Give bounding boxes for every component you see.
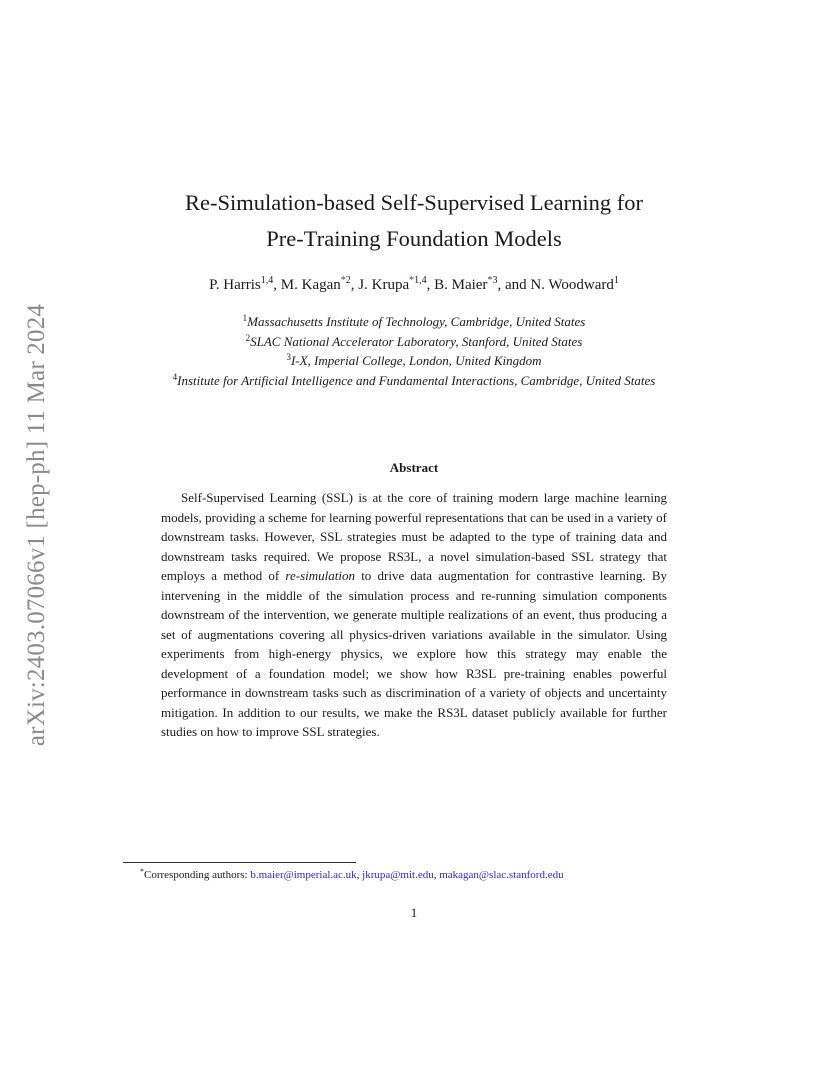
abstract-text-part-1: Self-Supervised Learning (SSL) is at the core of training modern large machine learning models, providing a scheme for learning powerful representations that can be used in a variety of downstream tasks. However, SSL strategies must be adapted to the type of training data and downstream tasks required. We propose RS3L, a novel simulation-based SSL strategy that employs a method of	[161, 490, 667, 583]
email-link[interactable]: makagan@slac.stanford.edu	[439, 869, 564, 881]
corresponding-star[interactable]: *	[340, 275, 346, 286]
author-affil-sup: 1	[613, 275, 619, 286]
abstract-body	[161, 488, 667, 742]
affiliation-text: Institute for Artificial Intelligence and Fundamental Interactions, Cambridge, United States	[177, 372, 656, 388]
author-name: B. Maier	[434, 277, 488, 293]
author-list	[0, 275, 828, 295]
corresponding-star[interactable]: *	[487, 275, 493, 286]
affiliation-number: 3	[286, 352, 291, 362]
footnote-label: Corresponding authors:	[144, 869, 251, 881]
abstract-heading: Abstract	[389, 460, 439, 475]
paper-title	[0, 185, 828, 257]
affiliation-item	[0, 371, 828, 391]
abstract-italic-term: re-simulation	[285, 568, 355, 583]
author-affil-sup: 2	[345, 275, 351, 286]
corresponding-star[interactable]: *	[409, 275, 415, 286]
affiliation-number: 1	[242, 313, 248, 323]
email-link[interactable]: b.maier@imperial.ac.uk	[250, 869, 357, 881]
author-affil-sup: 1,4	[414, 275, 427, 286]
email-link[interactable]: jkrupa@mit.edu	[362, 869, 434, 881]
author-name: N. Woodward	[530, 277, 614, 293]
affiliation-item	[0, 351, 828, 371]
abstract-text-part-2: to drive data augmentation for contrastive learning. By intervening in the middle of the simulation process and re-running simulation components downstream of the intervention, we generate multiple realizations of an event, thus producing a set of augmentations covering all physics-driven variations available in the simulator. Using experiments from high-energy physics, we explore how this strategy may enable the development of a foundation model; we show how R3SL pre-training enables powerful performance in downstream tasks such as discrimination of a variety of objects and uncertainty mitigation. In addition to our results, we make the RS3L dataset publicly available for further studies on how to improve SSL strategies.	[161, 568, 667, 739]
footnote-divider	[123, 862, 356, 863]
affiliation-text: SLAC National Accelerator Laboratory, Stanford, United States	[250, 333, 583, 349]
author-affil-sup: 1,4	[260, 275, 274, 286]
author-name: J. Krupa	[358, 277, 410, 293]
author-affil-sup: 3	[492, 275, 498, 286]
page-number: 1	[410, 905, 418, 920]
affiliation-text: I-X, Imperial College, London, United Kingdom	[290, 353, 542, 368]
affiliation-item	[0, 332, 828, 352]
footnote-mark: *	[140, 867, 144, 876]
footnote: *Corresponding authors: b.maier@imperial.ac.uk, jkrupa@mit.edu, makagan@slac.stanford.edu	[140, 867, 564, 881]
title-line-1: Re-Simulation-based Self-Supervised Learning for	[184, 190, 643, 215]
author-separator: ,	[350, 277, 359, 293]
author-separator: ,	[426, 277, 435, 293]
author-separator: ,	[273, 277, 281, 293]
author-name: P. Harris	[209, 277, 261, 293]
affiliation-number: 4	[172, 371, 178, 382]
affiliation-text: Massachusetts Institute of Technology, Cambridge, United States	[247, 314, 586, 329]
affiliation-number: 2	[245, 332, 251, 343]
author-name: M. Kagan	[280, 277, 341, 293]
abstract-paragraph	[161, 488, 667, 742]
affiliation-item	[0, 312, 828, 332]
arxiv-id-text: arXiv:2403.07066v1 [hep-ph] 11 Mar 2024	[23, 303, 50, 747]
affiliation-list	[0, 312, 828, 390]
title-line-2: Pre-Training Foundation Models	[266, 226, 562, 251]
author-and: , and	[497, 277, 531, 293]
